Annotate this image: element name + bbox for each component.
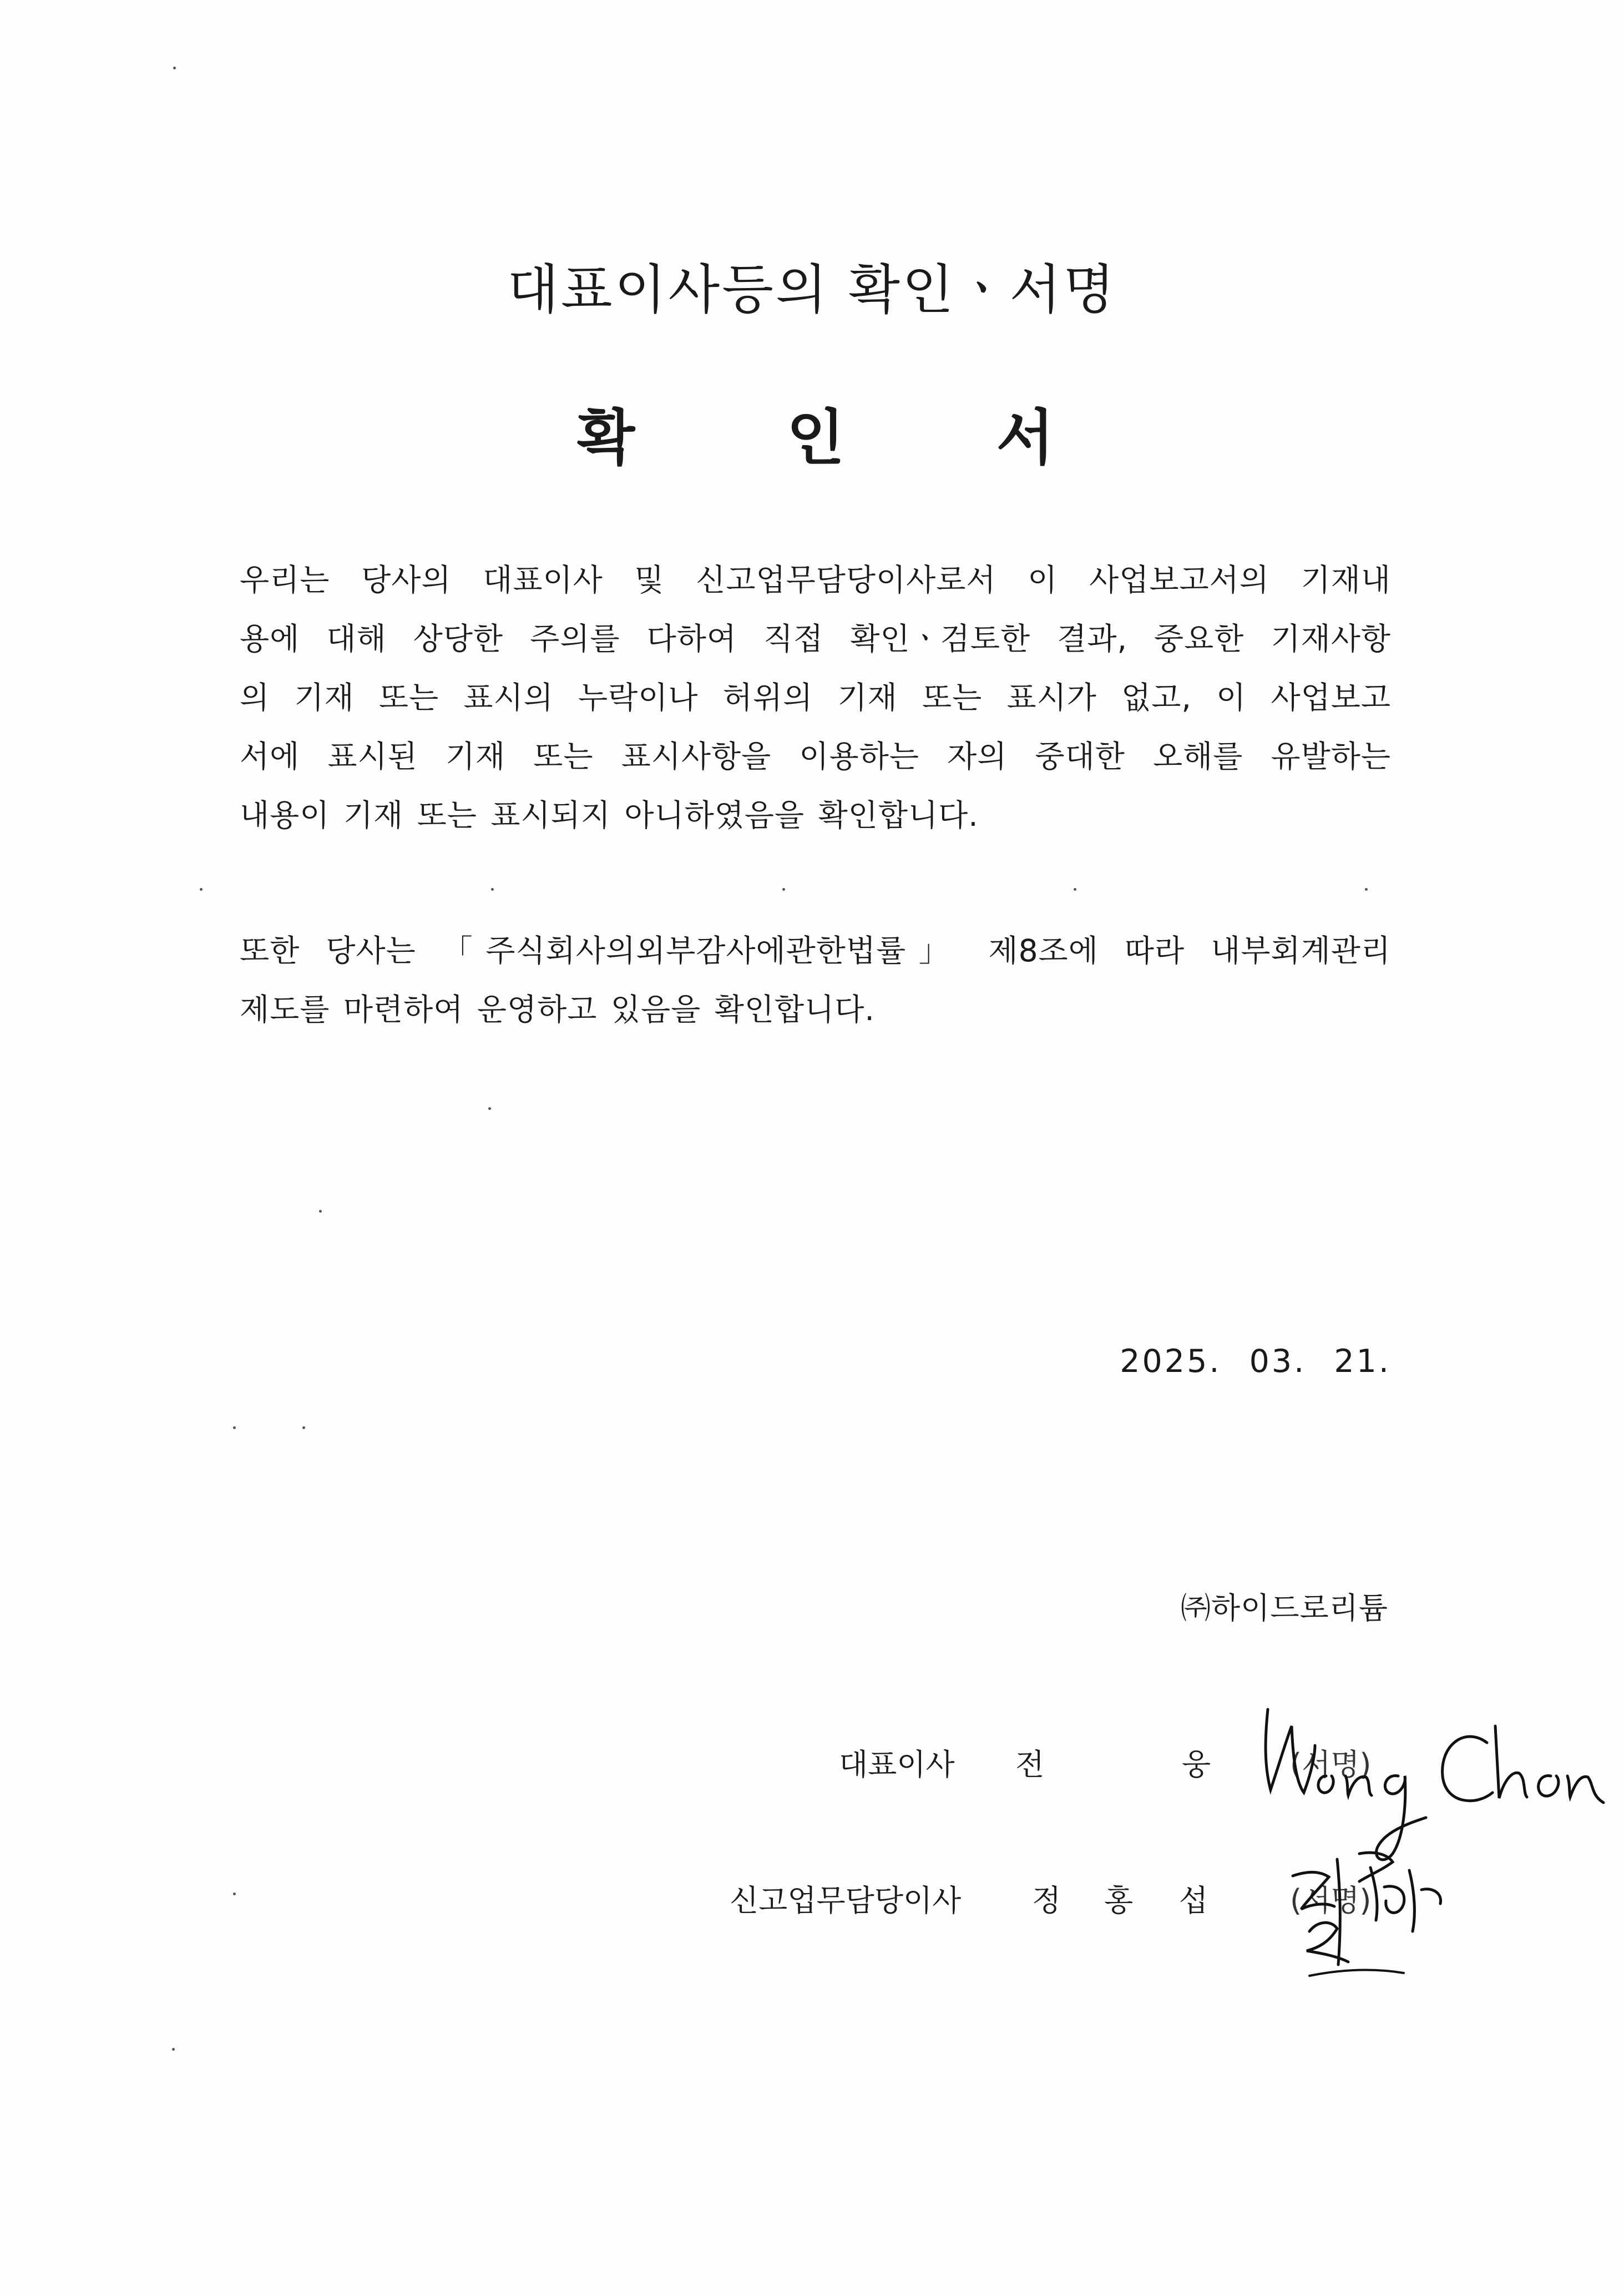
cfo-sign-mark: (서명) (1290, 1883, 1372, 1918)
paragraph-line: 우리는 당사의 대표이사 및 신고업무담당이사로서 이 사업보고서의 기재내 (240, 562, 1391, 598)
scan-speck (491, 888, 494, 891)
document-date: 2025. 03. 21. (1120, 1343, 1391, 1380)
paragraph-line: 또한 당사는 「주식회사의외부감사에관한법률」 제8조에 따라 내부회계관리 (240, 933, 1391, 968)
ceo-name-last: 웅 (1182, 1747, 1211, 1782)
title-char: 서 (996, 403, 1054, 473)
document-title (577, 405, 1054, 471)
ceo-sign-mark: (서명) (1290, 1747, 1372, 1782)
ceo-position: 대표이사 (839, 1747, 955, 1782)
document-heading: 대표이사등의 확인ㆍ서명 (507, 259, 1117, 321)
scan-speck (173, 67, 176, 69)
cfo-name-char: 섭 (1179, 1883, 1208, 1918)
cfo-position: 신고업무담당이사 (730, 1883, 962, 1918)
ceo-name-first: 전 (1015, 1747, 1045, 1782)
cfo-handwritten-signature (1276, 1837, 1459, 2004)
scan-speck (1074, 888, 1076, 891)
scan-speck (172, 2048, 175, 2051)
paragraph-line: 제도를 마련하여 운영하고 있음을 확인합니다. (240, 992, 875, 1027)
scan-speck (200, 888, 203, 891)
scan-speck (488, 1107, 491, 1110)
paragraph-line: 용에 대해 상당한 주의를 다하여 직접 확인ㆍ검토한 결과, 중요한 기재사항 (240, 621, 1391, 657)
confirmation-paragraph (240, 551, 1391, 845)
title-char: 인 (786, 403, 845, 473)
cfo-name-char: 정 (1032, 1883, 1061, 1918)
cfo-name-char: 홍 (1104, 1883, 1134, 1918)
internal-control-paragraph (240, 921, 1391, 1039)
title-char: 확 (577, 403, 635, 473)
paragraph-line: 서에 표시된 기재 또는 표시사항을 이용하는 자의 중대한 오해를 유발하는 (240, 739, 1391, 774)
scan-speck (1365, 888, 1368, 891)
scan-speck (782, 888, 785, 891)
scan-speck (319, 1210, 322, 1213)
scan-speck (302, 1426, 305, 1429)
scan-speck (233, 1426, 236, 1429)
paragraph-line: 의 기재 또는 표시의 누락이나 허위의 기재 또는 표시가 없고, 이 사업보고 (240, 680, 1391, 715)
paragraph-line: 내용이 기재 또는 표시되지 아니하였음을 확인합니다. (240, 798, 979, 833)
company-name: ㈜하이드로리튬 (1181, 1591, 1388, 1626)
